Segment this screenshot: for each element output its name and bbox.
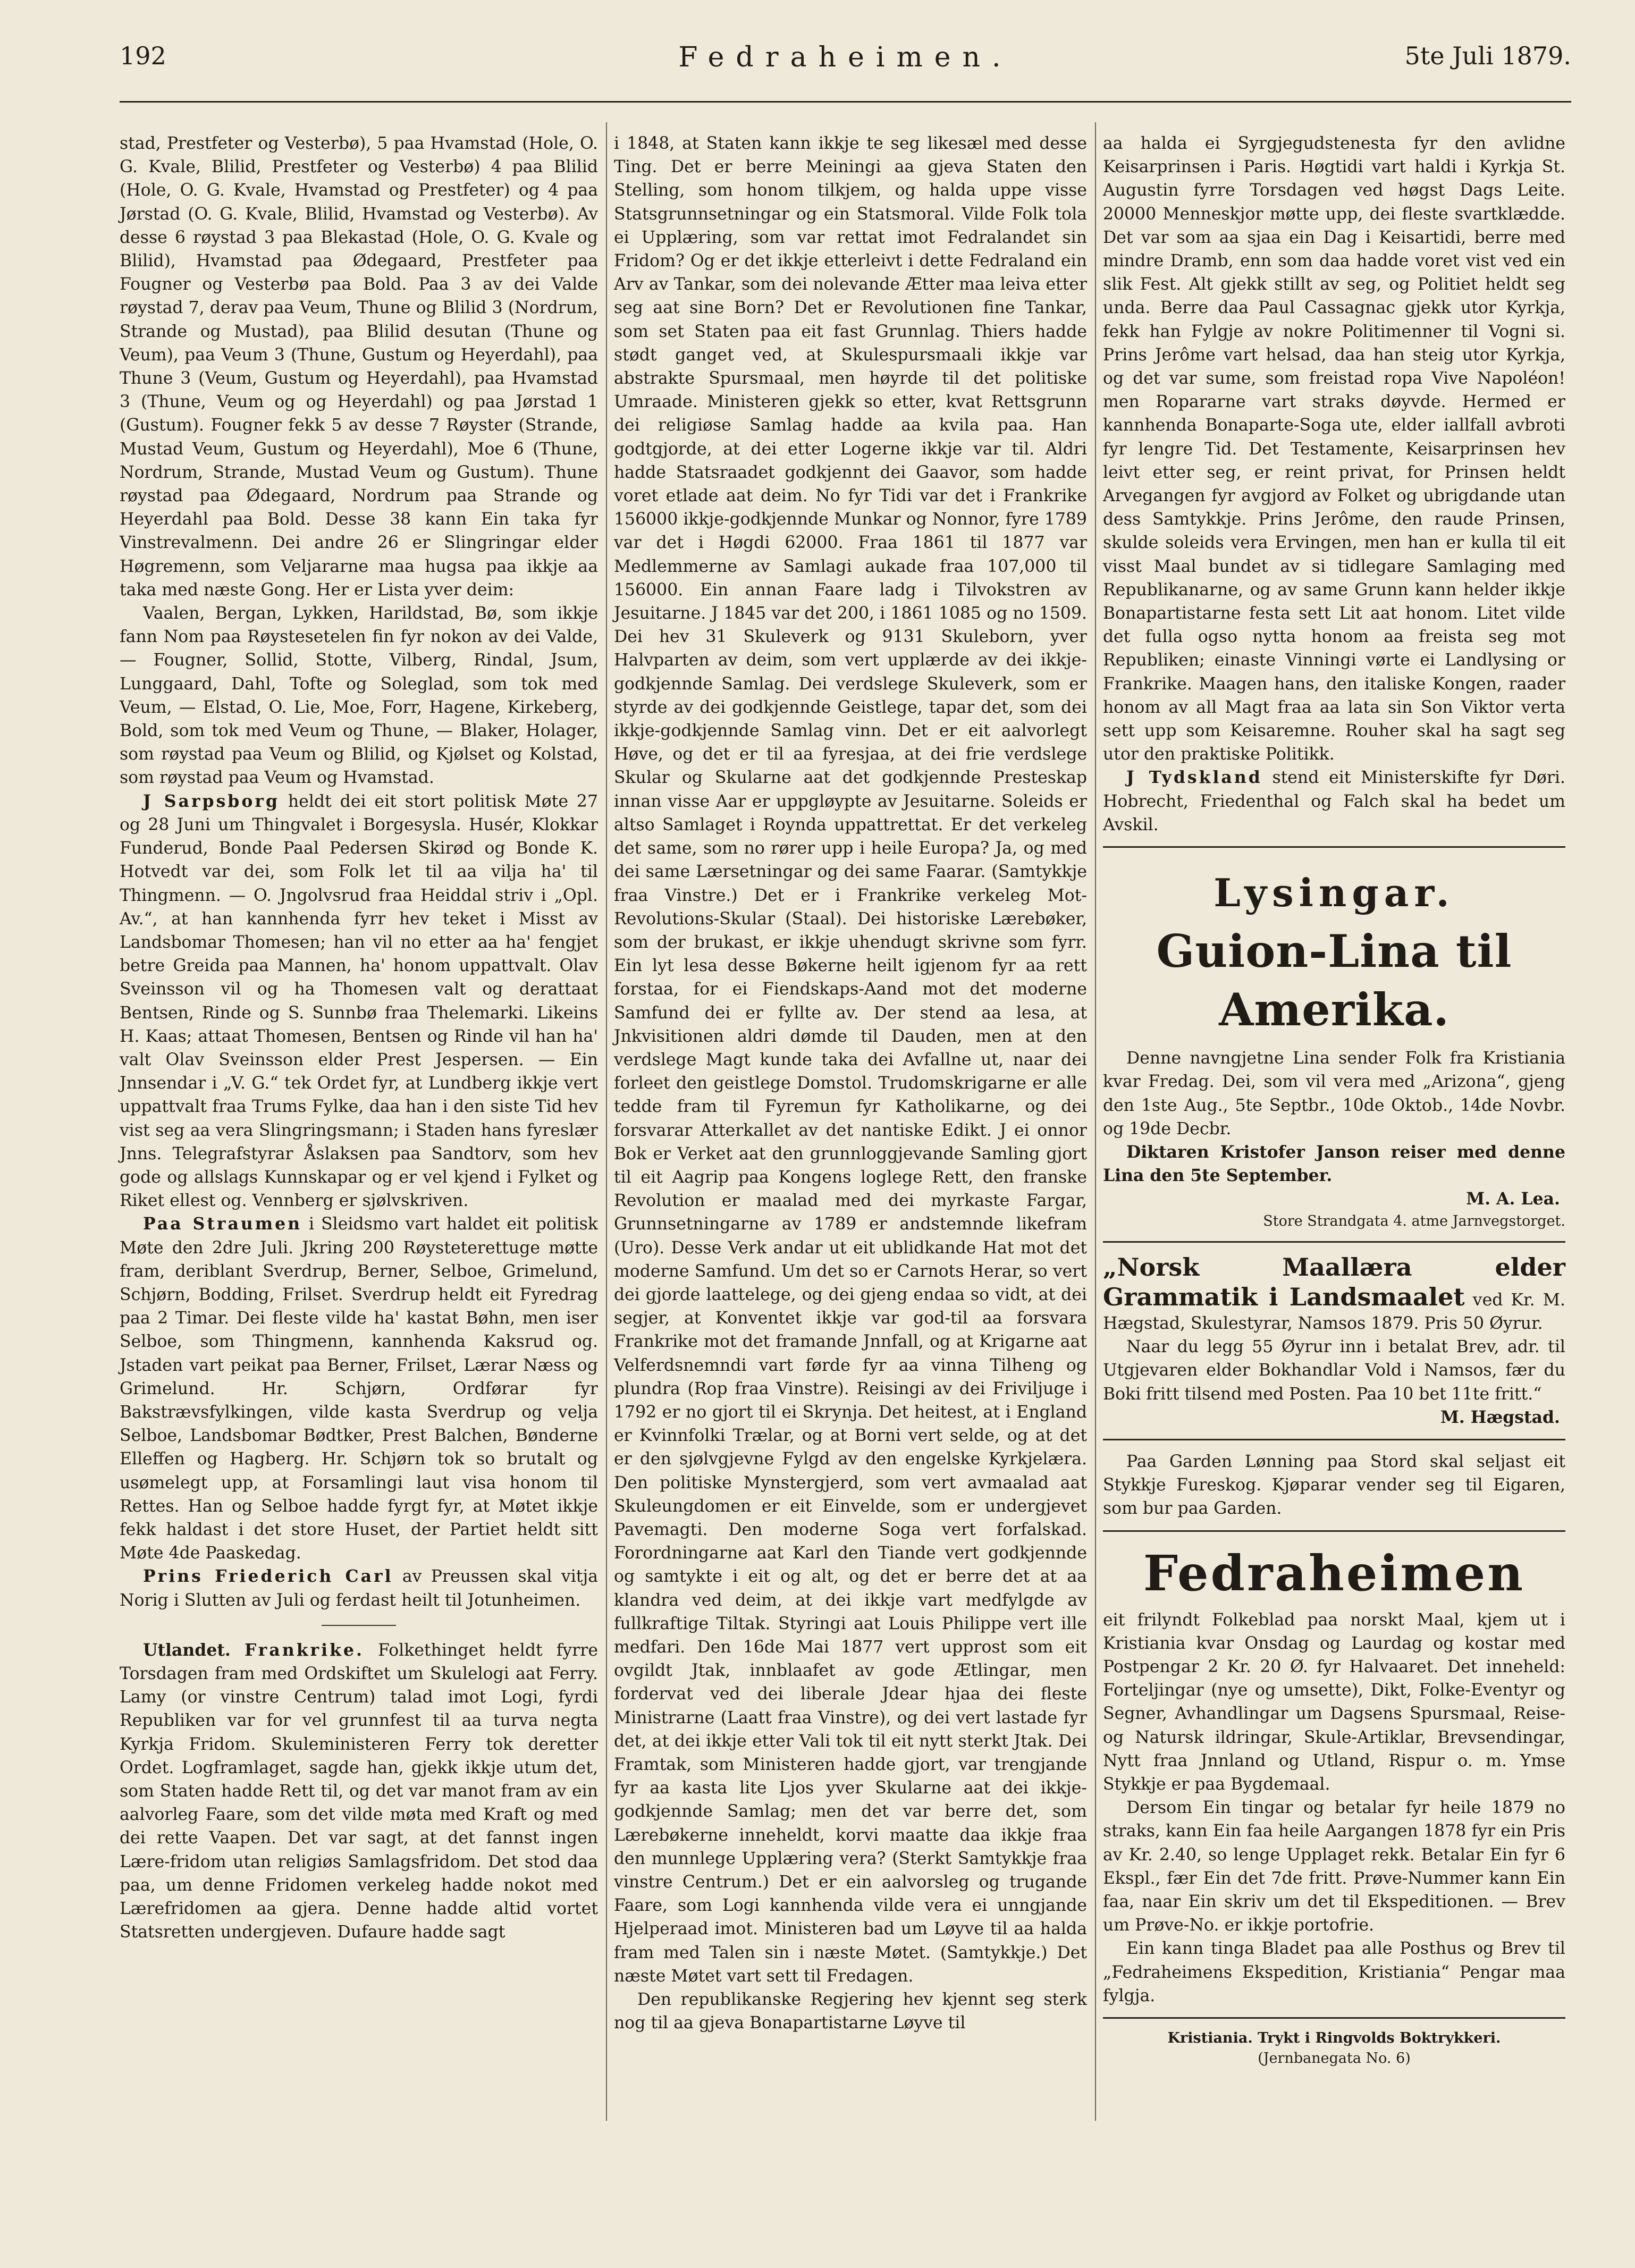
column-2 bbox=[614, 132, 1087, 2035]
section-heading: Utlandet. bbox=[143, 1640, 231, 1660]
ad-text: Ein kann tinga Bladet paa alle Posthus og Brev til „Fedraheimens Ekspedition, Kristiania“ Pengar maa fylgja. bbox=[1103, 1939, 1565, 2005]
column-rule-2 bbox=[1095, 122, 1096, 2121]
section-subheading: Frankrike. bbox=[245, 1640, 364, 1660]
paragraph-text: stend eit Ministerskifte fyr Døri. Hobrecht, Friedenthal og Falch skal ha bedet um Avskil. bbox=[1103, 768, 1565, 834]
page-number: 192 bbox=[120, 41, 166, 70]
paragraph-lead: Prins Friederich Carl bbox=[143, 1566, 393, 1587]
section-divider bbox=[322, 1625, 396, 1626]
ad-text: eit frilyndt Folkeblad paa norskt Maal, kjem ut i Kristiania kvar Onsdag og Laurdag og kostar med Postpengar 2 Kr. 20 Ø. fyr Halvaaret. Det inneheld: Forteljingar (nye og umsette), Dikt, Folke-Eventyr og Segner, Avhandlingar um Dagsens Spursmaal, Reise- og Natursk ildringar, Skule-Artiklar, Brevsendingar, Nytt fraa Jnnland og Utland, Rispur o. m. Ymse Stykkje er paa Bygdemaal. bbox=[1103, 1610, 1565, 1794]
ad-text: Paa Garden Lønning paa Stord skal seljast eit Stykkje Fureskog. Kjøparar vender seg til Eigaren, som bur paa Garden. bbox=[1103, 1452, 1565, 1519]
ad-text: Dersom Ein tingar og betalar fyr heile 1879 no straks, kann Ein faa heile Aargangen 1878 fyr ein Pris av Kr. 2.40, so lenge Upplaget rekk. Betalar Ein fyr 6 Ekspl., fær Ein det 7de fritt. Prøve-Nummer kann Ein faa, naar Ein skriv um det til Ekspeditionen. — Brev um Prøve-No. er ikkje portofrie. bbox=[1103, 1798, 1565, 1935]
article-paragraph: aa halda ei Syrgjegudstenesta fyr den avlidne Keisarprinsen i Paris. Høgtidi vart haldi i Kyrkja St. Augustin fyrre Torsdagen ved høgst Dags Leite. 20000 Menneskjor møtte upp, dei fleste svartklædde. Det var som aa sjaa ein Dag i Keisartidi, berre med mindre Dramb, enn som daa hadde voret vist ved ein slik Fest. Alt gjekk stillt av seg, og Politiet heldt seg unda. Berre daa Paul Cassagnac gjekk utor Kyrkja, fekk han Fylgje av nokre Politimenner til Vogni si. Prins Jerôme vart helsad, daa han steig utor Kyrkja, og det var sume, som freistad ropa Vive Napoléon! men Ropararne vart straks døyvde. Hermed er kannhenda Bonaparte-Soga ute, elder iallfall avbroti fyr lengre Tid. Det Testamente, Keisarprinsen hev leivt etter seg, er reint privat, for Prinsen heldt Arvegangen fyr avgjord av Folket og ubrigdande utan dess Samtykkje. Prins Jerôme, den raude Prinsen, skulde soleids vera Ervingen, men han er kulla til eit visst Maal bundet av si tidlegare Samlaging med Republikanarne, og av same Grunn kann helder ikkje Bonapartistarne festa sett Lit aat honom. Litet vilde det fulla ogso nytta honom aa freista seg mot Republiken; einaste Vinningi vørte ei Landlysing or Frankrike. Maagen hans, den italiske Kongen, raader honom av all Magt fraa aa lata sin Son Viktor verta sett upp som Keisaremne. Rouher skal ha sagt seg utor den praktiske Politikk. bbox=[1103, 134, 1565, 764]
paragraph-lead: J Sarpsborg bbox=[143, 791, 280, 811]
ad-text: Naar du legg 55 Øyrur inn i betalat Brev, adr. til Utgjevaren elder Bokhandlar Vold i Namsos, fær du Boki fritt tilsend med Posten. Paa 10 bet 11te fritt.“ bbox=[1103, 1337, 1565, 1404]
paragraph-text: i Sleidsmo vart haldet eit politisk Møte den 2dre Juli. Jkring 200 Røysteterettuge møtte fram, deriblant Sverdrup, Berner, Selboe, Grimelund, Schjørn, Bodding, Frilset. Sverdrup heldt eit Fyredrag paa 2 Timar. Dei fleste vilde ha' kastat Bøhn, men iser Selboe, som Thingmenn, kannhenda Kaksrud og. Jstaden vart peikat paa Berner, Frilset, Lærar Næss og Grimelund. Hr. Schjørn, Ordførar fyr Bakstrævsfylkingen, vilde kasta Sverdrup og velja Selboe, Landsbomar Bødtker, Prest Balchen, Bønderne Elleffen og Hagberg. Hr. Schjørn tok so brutalt og usømelegt upp, at Forsamlingi laut visa honom til Rettes. Han og Selboe hadde fyrgt fyr, at Møtet ikkje fekk haldast i det store Huset, der Partiet heldt sitt Møte 4de Paaskedag. bbox=[120, 1215, 598, 1563]
article-paragraph bbox=[120, 1565, 598, 1612]
fedraheimen-heading: Fedraheimen bbox=[1143, 1544, 1526, 1602]
ad-signature: M. A. Lea. bbox=[1466, 1189, 1560, 1209]
article-paragraph bbox=[120, 790, 598, 1213]
article-paragraph bbox=[120, 1639, 598, 1944]
paragraph-text: heldt dei eit stort politisk Møte 27 og 28 Juni um Thingvalet i Borgesysla. Husér, Klokkar Funderud, Bonde Paal Pedersen Skirød og Bonde K. Hotvedt var dei, som Folk let til aa vilja ha' til Thingmenn. — O. Jngolvsrud fraa Heiddal striv i „Opl. Av.“, at han kannhenda fyrr hev teket i Misst av Landsbomar Thomesen; han vil no etter aa ha' fengjet betre Greida paa Mannen, ha' honom uppattvalt. Olav Sveinsson vil og ha Thomesen valt og derattaat Bentsen, Rinde og S. Sunnbø fraa Thelemarki. Likeins H. Kaas; attaat Thomesen, Bentsen og Rinde vil han ha' valt Olav Sveinsson elder Prest Jespersen. — Ein Jnnsendar i „V. G.“ tek Ordet fyr, at Lundberg ikkje vert uppattvalt fraa Trums Fylke, daa han i den siste Tid hev vist seg aa vera Slingringsmann; i Staden hans fyreslær Jnns. Telegrafstyrar Åslaksen paa Sandtorv, som hev gode og allslags Kunnskapar og er vel kjend i Fylket og Riket ellest og. Vennberg er sjølvskriven. bbox=[120, 791, 599, 1211]
guion-line-heading: Guion-Lina til Amerika. bbox=[1156, 925, 1512, 1036]
printer-address: (Jernbanegata No. 6) bbox=[1258, 2050, 1411, 2067]
ad-text bbox=[1103, 1252, 1565, 1336]
paragraph-text: av Preussen skal vitja Norig i Slutten av Juli og ferdast heilt til Jotunheimen. bbox=[120, 1567, 598, 1610]
column-3 bbox=[1103, 132, 1565, 2069]
article-paragraph: Vaalen, Bergan, Lykken, Harildstad, Bø, som ikkje fann Nom paa Røystesetelen fin fyr nokon av dei Valde, — Fougner, Sollid, Stotte, Vilberg, Rindal, Jsum, Lunggaard, Dahl, Tofte og Soleglad, som tok med Veum, — Elstad, O. Lie, Moe, Forr, Hagene, Kirkeberg, Bold, som tok med Veum og Thune, — Blaker, Holager, som røystad paa Veum og Blilid, og Kjølset og Kolstad, som røystad paa Veum og Hvamstad. bbox=[120, 604, 598, 788]
ad-rule bbox=[1103, 1241, 1565, 1243]
ad-rule bbox=[1103, 1439, 1565, 1440]
paragraph-lead: Paa Straumen bbox=[143, 1214, 302, 1234]
page-header bbox=[120, 41, 1571, 79]
ad-address: Store Strandgata 4. atme Jarnvegstorget. bbox=[1263, 1212, 1565, 1229]
imprint-rule bbox=[1103, 2017, 1565, 2019]
header-rule bbox=[120, 101, 1571, 103]
grammar-ad-heading: „Norsk Maallæra elder Grammatik i Landsmaalet bbox=[1103, 1252, 1565, 1311]
ad-text: Denne navngjetne Lina sender Folk fra Kristiania kvar Fredag. Dei, som vil vera med „Arizona“, gjeng den 1ste Aug., 5te Septbr., 10de Oktob., 14de Novbr. og 19de Decbr. bbox=[1103, 1049, 1565, 1139]
ad-signature: M. Hægstad. bbox=[1440, 1407, 1560, 1427]
paragraph-text: Folkethinget heldt fyrre Torsdagen fram med Ordskiftet um Skulelogi aat Ferry. Lamy (or vinstre Centrum) talad imot Logi, fyrdi Republiken var for vel grunnfest til aa turva negta Kyrkja Fridom. Skuleministeren Ferry tok deretter Ordet. Logframlaget, sagde han, gjekk ikkje utum det, som Staten hadde Rett til, og det var manot fram av ein aalvorleg Faare, som det vilde møta med Kraft og med dei rette Vaapen. Det var sagt, at det fannst ingen Lære-fridom utan religiøs Samlagsfridom. Det stod daa paa, um denne Fridomen verkeleg hadde nokot med Lærefridomen aa gjera. Denne hadde altid vortet Statsretten undergjeven. Dufaure hadde sagt bbox=[120, 1640, 598, 1942]
ads-rule bbox=[1103, 846, 1565, 848]
article-paragraph: Den republikanske Regjering hev kjennt seg sterk nog til aa gjeva Bonapartistarne Løyve til bbox=[614, 1990, 1087, 2033]
article-paragraph: i 1848, at Staten kann ikkje te seg likesæl med desse Ting. Det er berre Meiningi aa gjeva Staten den Stelling, som honom tilkjem, og halda uppe visse Statsgrunnsetningar og ein Statsmoral. Vilde Folk tola ei Upplæring, som var rettat imot Fedralandet sin Fridom? Og er det ikkje etterleivt i dette Fedraland ein Arv av Tankar, som dei nolevande Ætter maa leiva etter seg aat sine Born? Det er Revolutionen fine Tankar, som set Staten paa eit fast Grunnlag. Thiers hadde stødt ganget ved, at Skulespursmaali ikkje var abstrakte Spursmaal, men høyrde til det politiske Umraade. Ministeren gjekk so etter, kvat Rettsgrunn dei religiøse Samlag hadde aa kvila paa. Han godtgjorde, at dei etter Logerne ikkje var til. Aldri hadde Statsraadet godkjennt dei Gaavor, som hadde voret etlade aat deim. No fyr Tidi var det i Frankrike 156000 ikkje-godkjennde Munkar og Nonnor, fyre 1789 var det i Høgdi 62000. Fraa 1861 til 1877 var Medlemmerne av Samlagi aukade fraa 107,000 til 156000. Ein annan Faare ladg i Tilvokstren av Jesuitarne. J 1845 var det 200, i 1861 1085 og no 1509. Dei hev 31 Skuleverk og 9131 Skuleborn, yver Halvparten av deim, som vert upplærde av dei ikkje-godkjennde Samlag. Dei verdslege Skuleverk, som er styrde av dei godkjennde Geistlege, tapar det, som dei ikkje-godkjennde Samlag vinn. Det er eit aalvorlegt Høve, og det er til aa fyresjaa, at dei frie verdslege Skular og Skularne aat det godkjennde Presteskap innan visse Aar er uppgløypte av Jesuitarne. Soleids er altso Samlaget i Roynda uppattrettat. Er det verkeleg det same, som no rører upp i heile Europa? Ja, og med dei same Lærsetningar og dei same Faarar. (Samtykkje fraa Vinstre.) Det er i Frankrike verkeleg Mot-Revolutions-Skular (Staal). Dei historiske Lærebøker, som der brukast, er ikkje uhendugt skrivne som fyrr. Ein lyt lesa desse Bøkerne heilt igjenom fyr aa rett forstaa, for ei Fiendskaps-Aand mot det moderne Samfund dei er fyllte av. Der stend aa lesa, at Jnkvisitionen aldri dømde til Dauden, men at den verdslege Magt kunde taka dei Avfallne ut, naar dei forleet den geistlege Domstol. Trudomskrigarne er alle tedde fram til Fyremun fyr Katholikarne, og dei forsvarar Atterkallet av det nantiske Edikt. J ei onnor Bok er Verket aat den grunnloggjevande Samling gjort til eit Aagrip paa Kongens loglege Rett, den franske Revolution er maalad med dei myrkaste Fargar, Grunnsetningarne av 1789 er andstemnde likefram (Uro). Desse Verk andar ut eit ublidkande Hat mot det moderne Samfund. Um det so er Carnots Herar, so vert dei gjorde laattelege, og dei gjeng endaa so vidt, at dei segjer, at Konventet ikkje var god-til aa forsvara Frankrike mot det framande Jnnfall, og at Krigarne aat Velferdsnemndi vart førde fyr aa vinna Tilheng og plundra (Rop fraa Vinstre). Reisingi av dei Friviljuge i 1792 er no gjort til ei Skrynja. Det heitest, at i England er Kvinnfolki Trælar, og at Borni vert selde, og at det er den sjølvgjevne Fylgd av den engelske Kyrkjelæra. Den politiske Mynstergjerd, som vert avmaalad aat Skuleungdomen er eit Einvelde, som er undergjevet Pavemagti. Den moderne Soga vert forfalskad. Forordningarne aat Karl den Tiande vert godkjennde og samtykte i eit og alt, og det er berre det at aa klandra ved deim, at dei ikkje vart medfylgde av fullkraftige Tiltak. Styringi aat Louis Philippe vert ille medfari. Den 16de Mai 1877 vert upprost som eit ovgildt Jtak, innblaafet av gode Ætlingar, men fordervat ved dei liberale Jdear hjaa dei fleste Ministrarne (Laatt fraa Vinstre), og dei vert lastade fyr det, at dei ikkje etter Vali tok til eit nytt sterkt Jtak. Dei Framtak, som Ministeren hadde gjort, var trengjande fyr aa kasta lite Ljos yver Skularne aat dei ikkje-godkjennde Samlag; men det var berre det, som Lærebøkerne inneheldt, korvi maatte daa ikkje fraa den munnlege Upplæring vera? (Sterkt Samtykkje fraa vinstre Centrum.) Det er ein aalvorsleg og trugande Faare, som Logi kannhenda vilde vera ei unngjande Hjelperaad imot. Ministeren bad um Løyve til aa halda fram med Talen sin i næste Møtet. (Samtykkje.) Det næste Møtet vart sett til Fredagen. bbox=[614, 134, 1087, 1986]
issue-date: 5te Juli 1879. bbox=[1404, 41, 1571, 70]
masthead-title: Fedraheimen. bbox=[678, 41, 1013, 73]
column-1 bbox=[120, 132, 598, 1944]
ad-text-bold: Diktaren Kristofer Janson reiser med denne Lina den 5te September. bbox=[1103, 1142, 1565, 1186]
article-paragraph: stad, Prestfeter og Vesterbø), 5 paa Hvamstad (Hole, O. G. Kvale, Blilid, Prestfeter og Vesterbø) 4 paa Blilid (Hole, O. G. Kvale, Hvamstad og Prestfeter) og 4 paa Jørstad (O. G. Kvale, Blilid, Hvamstad og Vesterbø). Av desse 6 røystad 3 paa Blekastad (Hole, O. G. Kvale og Blilid), Hvamstad paa Ødegaard, Prestfeter paa Fougner og Vesterbø paa Bold. Paa 3 av dei Valde røystad 7, derav paa Veum, Thune og Blilid 3 (Nordrum, Strande og Mustad), paa Blilid desutan (Thune og Veum), paa Veum 3 (Thune, Gustum og Heyerdahl), paa Thune 3 (Veum, Gustum og Heyerdahl), paa Hvamstad 3 (Thune, Veum og og Heyerdahl) og paa Jørstad 1 (Gustum). Fougner fekk 5 av desse 7 Røyster (Strande, Mustad Veum, Gustum og Heyerdahl), Moe 6 (Thune, Nordrum, Strande, Mustad Veum og Gustum). Thune røystad paa Ødegaard, Nordrum paa Strande og Heyerdahl paa Bold. Desse 38 kann Ein taka fyr Vinstrevalmenn. Dei andre 26 er Slingringar elder Høgremenn, som Veljararne maa hugsa paa ikkje aa taka med næste Gong. Her er Lista yver deim: bbox=[120, 134, 598, 600]
article-paragraph bbox=[1103, 766, 1565, 837]
printer-line: Kristiania. Trykt i Ringvolds Boktrykkeri. bbox=[1167, 2030, 1501, 2046]
ad-rule bbox=[1103, 1530, 1565, 1532]
column-rule-1 bbox=[606, 122, 607, 2121]
ad-subtext: ved Kr. M. Hægstad, Skulestyrar, Namsos 1879. Pris 50 Øyrur. bbox=[1103, 1290, 1566, 1333]
paragraph-lead: J Tydskland bbox=[1126, 768, 1262, 788]
ads-heading: Lysingar. bbox=[1213, 870, 1455, 916]
article-paragraph bbox=[120, 1212, 598, 1565]
